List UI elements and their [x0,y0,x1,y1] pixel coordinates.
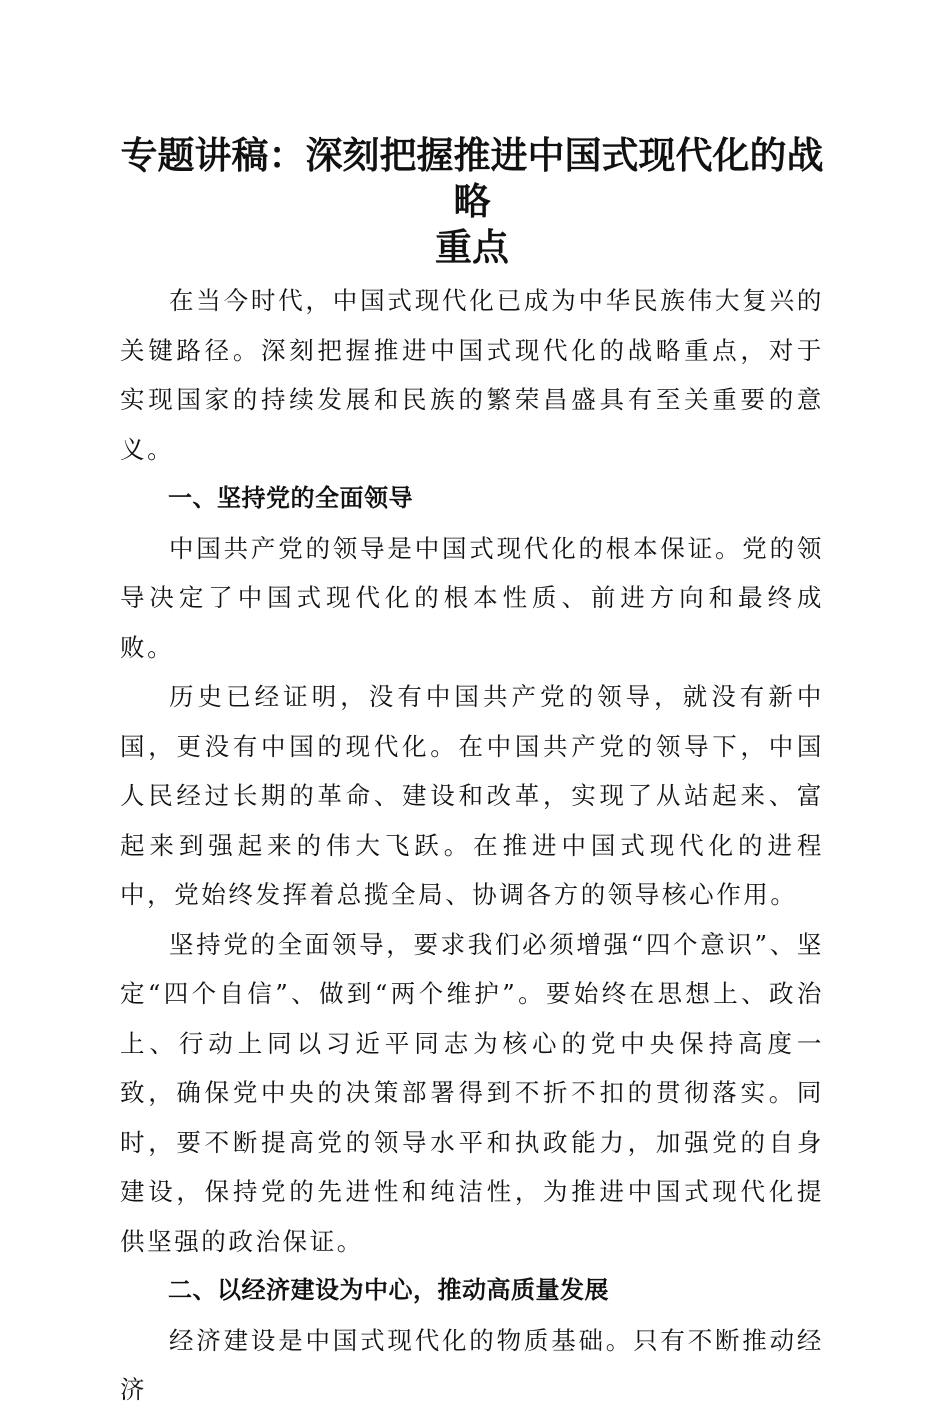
document-body [120,132,824,1415]
title-line-1: 专题讲稿：深刻把握推进中国式现代化的战略 [120,133,824,223]
section-1-heading: 一、坚持党的全面领导 [168,484,413,512]
title-line-2: 重点 [435,225,509,269]
section-2-paragraph-1: 经济建设是中国式现代化的物质基础。只有不断推动经济 [120,1325,824,1404]
section-1-paragraph-3: 坚持党的全面领导，要求我们必须增强“四个意识”、坚定“四个自信”、做到“两个维护”。要始终在思想上、政治上、行动上同以习近平同志为核心的党中央保持高度一致，确保党中央的决策部署得到不折不扣的贯彻落实。同时，要不断提高党的领导水平和执政能力，加强党的自身建设，保持党的先进性和纯洁性，为推进中国式现代化提供坚强的政治保证。 [120,929,824,1256]
intro-paragraph: 在当今时代，中国式现代化已成为中华民族伟大复兴的关键路径。深刻把握推进中国式现代化的战略重点，对于实现国家的持续发展和民族的繁荣昌盛具有至关重要的意义。 [120,286,824,464]
document-title [120,132,824,270]
section-1-paragraph-1: 中国共产党的领导是中国式现代化的根本保证。党的领导决定了中国式现代化的根本性质、前进方向和最终成败。 [120,533,824,662]
section-2-heading: 二、以经济建设为中心，推动高质量发展 [168,1276,609,1304]
section-1-paragraph-2: 历史已经证明，没有中国共产党的领导，就没有新中国，更没有中国的现代化。在中国共产党的领导下，中国人民经过长期的革命、建设和改革，实现了从站起来、富起来到强起来的伟大飞跃。在推进中国式现代化的进程中，党始终发挥着总揽全局、协调各方的领导核心作用。 [120,682,824,909]
